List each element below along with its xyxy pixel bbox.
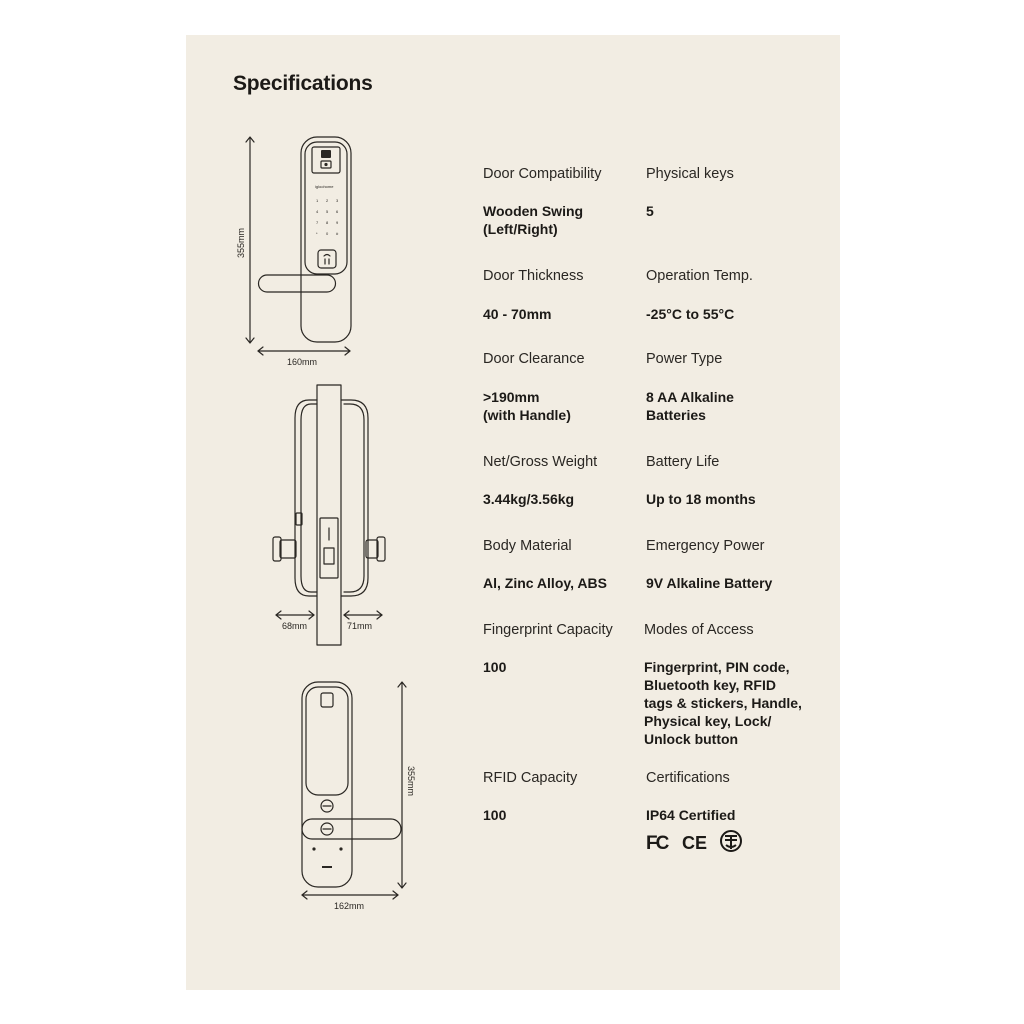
spec-emergency-power-value: 9V Alkaline Battery: [646, 575, 773, 591]
back-view-diagram: [302, 682, 416, 911]
keypad-key: 0: [326, 231, 329, 236]
spec-door-compatibility-value: Wooden Swing (Left/Right): [483, 203, 584, 237]
spec-body-material-label: Body Material: [483, 538, 572, 554]
front-height-label: 355mm: [236, 227, 246, 258]
front-handle: [259, 275, 336, 292]
spec-door-clearance-label: Door Clearance: [483, 351, 585, 367]
spec-door-compatibility-label: Door Compatibility: [483, 166, 602, 182]
spec-body-material-value: Al, Zinc Alloy, ABS: [483, 575, 607, 591]
fingerprint-sensor: [318, 250, 336, 268]
spec-physical-keys-value: 5: [646, 203, 654, 219]
keypad-key: 9: [336, 220, 339, 225]
keypad-key: 2: [326, 198, 329, 203]
spec-operation-temp-label: Operation Temp.: [646, 268, 753, 284]
side-view-diagram: [273, 385, 385, 645]
spec-physical-keys-label: Physical keys: [646, 166, 734, 182]
spec-door-clearance-value: >190mm (with Handle): [483, 389, 571, 423]
keypad-key: 1: [316, 198, 319, 203]
spec-weight-value: 3.44kg/3.56kg: [483, 491, 575, 507]
keypad-key: 4: [316, 209, 319, 214]
spec-door-thickness-label: Door Thickness: [483, 268, 584, 284]
back-latch-button: [321, 693, 333, 707]
spec-rfid-capacity-value: 100: [483, 807, 507, 823]
side-right-label: 71mm: [347, 621, 373, 631]
keypad-key: 6: [336, 209, 339, 214]
side-left-label: 68mm: [282, 621, 308, 631]
front-view-diagram: [236, 137, 351, 367]
keypad-key: 8: [326, 220, 329, 225]
spec-fingerprint-capacity-label: Fingerprint Capacity: [483, 622, 613, 638]
spec-certifications-label: Certifications: [646, 770, 730, 786]
door-slab: [317, 385, 341, 645]
japan-tele-icon: [721, 831, 741, 851]
spec-operation-temp-value: -25°C to 55°C: [646, 306, 735, 322]
spec-power-type-value: 8 AA Alkaline Batteries: [646, 389, 734, 423]
back-width-label: 162mm: [334, 901, 365, 911]
back-height-label: 355mm: [406, 766, 416, 797]
keypad-key: 5: [326, 209, 329, 214]
keypad-key: *: [316, 231, 318, 236]
keypad-key: 3: [336, 198, 339, 203]
page-title: Specifications: [233, 72, 373, 95]
ce-icon: CE: [682, 833, 708, 853]
spec-modes-of-access-label: Modes of Access: [644, 622, 754, 638]
certification-marks: [646, 828, 746, 856]
spec-emergency-power-label: Emergency Power: [646, 538, 765, 554]
spec-power-type-label: Power Type: [646, 351, 723, 367]
spec-battery-life-label: Battery Life: [646, 454, 720, 470]
spec-rfid-capacity-label: RFID Capacity: [483, 770, 578, 786]
front-width-label: 160mm: [287, 357, 318, 367]
spec-certifications-value: IP64 Certified: [646, 807, 736, 823]
spec-battery-life-value: Up to 18 months: [646, 491, 756, 507]
front-brand-text: igloohome: [315, 184, 334, 189]
spec-door-thickness-value: 40 - 70mm: [483, 306, 552, 322]
spec-weight-label: Net/Gross Weight: [483, 454, 598, 470]
keypad-key: 7: [316, 220, 319, 225]
fcc-icon: FC: [646, 833, 668, 854]
keypad-key: #: [336, 231, 339, 236]
side-handle-left: [280, 540, 296, 558]
spec-modes-of-access-value: Fingerprint, PIN code, Bluetooth key, RFID tags & stickers, Handle, Physical key, Lock/ Unlock button: [644, 659, 802, 747]
keypad-grid: [316, 198, 339, 236]
spec-fingerprint-capacity-value: 100: [483, 659, 507, 675]
